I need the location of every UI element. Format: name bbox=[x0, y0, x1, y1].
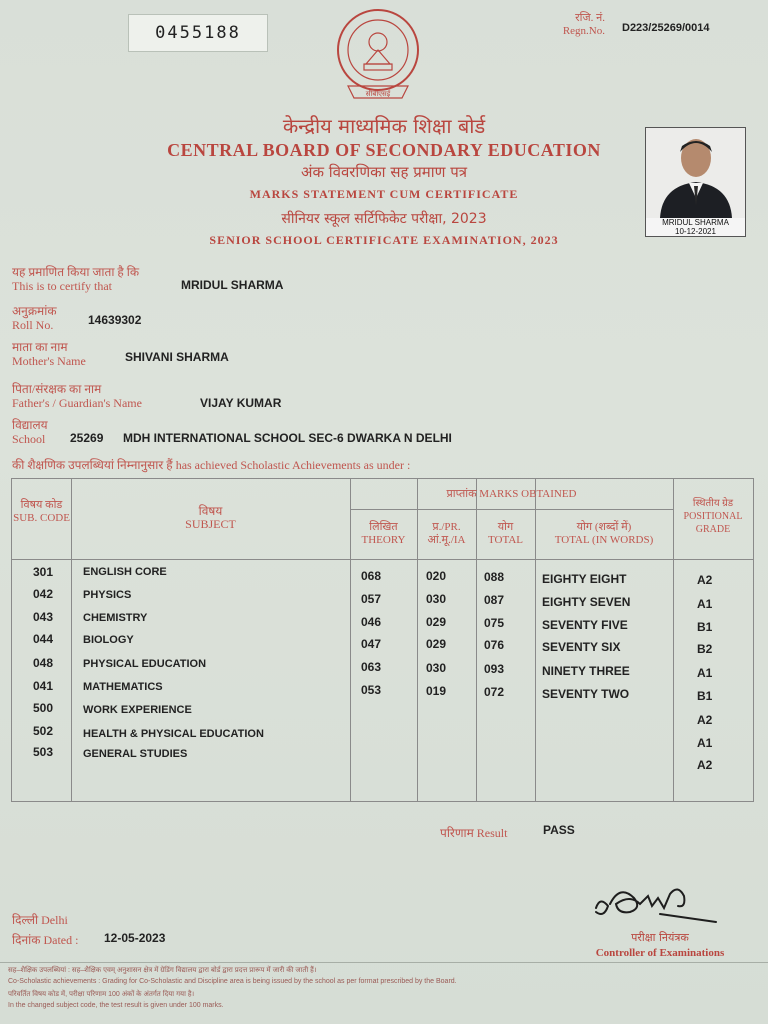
mother-label bbox=[12, 340, 86, 368]
header-sub-code bbox=[12, 499, 71, 525]
result-label-en: Result bbox=[476, 826, 508, 840]
table-row-theory: 057 bbox=[361, 592, 382, 606]
table-row-subject: WORK EXPERIENCE bbox=[83, 704, 192, 716]
table-row-code: 048 bbox=[33, 656, 54, 670]
header-marks-obtained bbox=[350, 488, 673, 501]
table-row-grade: A2 bbox=[697, 713, 713, 727]
table-row-grade: B1 bbox=[697, 620, 713, 634]
cbse-logo-icon bbox=[326, 6, 430, 102]
dated-label bbox=[12, 933, 78, 947]
table-row-total: 087 bbox=[484, 593, 505, 607]
table-row-total: 088 bbox=[484, 570, 505, 584]
table-row-words: SEVENTY SIX bbox=[542, 640, 621, 654]
exam-title-en: SENIOR SCHOOL CERTIFICATE EXAMINATION, 2023 bbox=[209, 233, 559, 247]
father-label-hi: पिता/संरक्षक का नाम bbox=[12, 382, 102, 396]
roll-label-hi: अनुक्रमांक bbox=[12, 304, 57, 318]
table-row-subject: CHEMISTRY bbox=[83, 612, 148, 624]
table-row-subject: PHYSICAL EDUCATION bbox=[83, 658, 207, 670]
table-row-words: NINETY THREE bbox=[542, 664, 630, 678]
table-row-code: 044 bbox=[33, 632, 54, 646]
registration-label-en: Regn.No. bbox=[562, 25, 605, 37]
header-subject-en: SUBJECT bbox=[185, 517, 236, 531]
header-total-words bbox=[535, 521, 673, 547]
header-total-hi: योग bbox=[497, 521, 514, 533]
school-label bbox=[12, 418, 48, 446]
header-subject bbox=[71, 505, 350, 531]
table-row-grade: A1 bbox=[697, 666, 713, 680]
header-words-en: TOTAL (IN WORDS) bbox=[554, 534, 654, 546]
achieved-line bbox=[12, 458, 410, 472]
table-row-total: 072 bbox=[484, 685, 505, 699]
header-theory-hi: लिखित bbox=[369, 521, 398, 533]
table-row-words: SEVENTY TWO bbox=[542, 687, 630, 701]
table-row-subject: GENERAL STUDIES bbox=[83, 748, 188, 760]
table-row-words: SEVENTY FIVE bbox=[542, 618, 628, 632]
table-row-total: 075 bbox=[484, 616, 505, 630]
doc-title-hi: अंक विवरणिका सह प्रमाण पत्र bbox=[300, 163, 468, 181]
header-sub-code-hi: विषय कोड bbox=[20, 499, 63, 511]
exam-title-hi: सीनियर स्कूल सर्टिफिकेट परीक्षा, 2023 bbox=[281, 211, 487, 227]
header-marks-en: MARKS OBTAINED bbox=[479, 488, 577, 500]
dated-label-hi: दिनांक bbox=[12, 933, 41, 947]
table-row-grade: A2 bbox=[697, 573, 713, 587]
result-label bbox=[440, 826, 507, 840]
table-row-practical: 019 bbox=[426, 684, 447, 698]
doc-title-en: MARKS STATEMENT CUM CERTIFICATE bbox=[249, 187, 519, 201]
table-row-subject: MATHEMATICS bbox=[83, 681, 163, 693]
father-name: VIJAY KUMAR bbox=[200, 396, 282, 410]
table-row-theory: 063 bbox=[361, 660, 382, 674]
footnote: Co-Scholastic achievements : Grading for Co-Scholastic and Discipline area is being issued by the school as per format prescribed by the Board. bbox=[8, 978, 457, 985]
photo-name: MRIDUL SHARMA bbox=[662, 218, 729, 227]
table-row-theory: 068 bbox=[361, 569, 382, 583]
table-row-total: 076 bbox=[484, 638, 505, 652]
table-row-words: EIGHTY SEVEN bbox=[542, 595, 631, 609]
registration-label bbox=[545, 12, 605, 38]
registration-label-hi: रजि. नं. bbox=[575, 12, 605, 24]
portrait-icon bbox=[646, 128, 745, 218]
table-row-code: 041 bbox=[33, 679, 54, 693]
board-name-hi: केन्द्रीय माध्यमिक शिक्षा बोर्ड bbox=[282, 114, 486, 138]
header-sub-code-en: SUB. CODE bbox=[13, 512, 70, 524]
header-grade bbox=[673, 497, 753, 536]
table-row-practical: 029 bbox=[426, 637, 447, 651]
student-photo bbox=[645, 127, 746, 237]
certify-label-en: This is to certify that bbox=[12, 279, 112, 293]
header-practical-en: आं.मू./IA bbox=[427, 534, 466, 546]
result-label-hi: परिणाम bbox=[440, 826, 474, 840]
serial-number: 0455188 bbox=[128, 14, 268, 52]
mother-label-en: Mother's Name bbox=[12, 354, 86, 368]
table-row-code: 042 bbox=[33, 587, 54, 601]
table-row-grade: B1 bbox=[697, 689, 713, 703]
table-row-theory: 046 bbox=[361, 615, 382, 629]
school-label-en: School bbox=[12, 432, 46, 446]
header-practical bbox=[417, 521, 476, 547]
table-row-subject: BIOLOGY bbox=[83, 634, 134, 646]
table-row-grade: A2 bbox=[697, 758, 713, 772]
father-label-en: Father's / Guardian's Name bbox=[12, 396, 142, 410]
mother-label-hi: माता का नाम bbox=[12, 340, 68, 354]
table-row-code: 043 bbox=[33, 610, 54, 624]
place-label-en: Delhi bbox=[41, 913, 68, 927]
school-name: MDH INTERNATIONAL SCHOOL SEC-6 DWARKA N DELHI bbox=[123, 431, 452, 445]
table-row-grade: B2 bbox=[697, 642, 713, 656]
header-theory-en: THEORY bbox=[361, 534, 406, 546]
table-row-code: 503 bbox=[33, 745, 54, 759]
table-row-theory: 053 bbox=[361, 683, 382, 697]
school-label-hi: विद्यालय bbox=[12, 418, 48, 432]
header-total bbox=[476, 521, 535, 547]
place-label-hi: दिल्ली bbox=[12, 913, 39, 927]
table-row-practical: 029 bbox=[426, 615, 447, 629]
roll-label bbox=[12, 304, 57, 332]
header-grade-hi: स्थितीय ग्रेड bbox=[692, 498, 734, 509]
header-total-en: TOTAL bbox=[488, 534, 523, 546]
table-row-grade: A1 bbox=[697, 597, 713, 611]
controller-hi: परीक्षा नियंत्रक bbox=[631, 931, 689, 944]
photo-date: 10-12-2021 bbox=[675, 227, 716, 236]
certify-label bbox=[12, 265, 139, 293]
footnote: परिवर्तित विषय कोड में, परीक्षा परिणाम 100 अंकों के अंतर्गत दिया गया है। bbox=[8, 991, 195, 998]
logo-text: सीबीएसई bbox=[365, 90, 391, 98]
achieved-en: has achieved Scholastic Achievements as under : bbox=[175, 458, 411, 472]
board-name-en: CENTRAL BOARD OF SECONDARY EDUCATION bbox=[167, 140, 601, 160]
roll-label-en: Roll No. bbox=[12, 318, 54, 332]
header-theory bbox=[350, 521, 417, 547]
school-code: 25269 bbox=[70, 431, 104, 445]
dated-value: 12-05-2023 bbox=[104, 931, 166, 945]
header-practical-hi: प्र./PR. bbox=[432, 521, 461, 533]
header-grade-en: POSITIONAL GRADE bbox=[683, 511, 743, 535]
table-row-subject: HEALTH & PHYSICAL EDUCATION bbox=[83, 728, 264, 740]
student-name: MRIDUL SHARMA bbox=[181, 278, 284, 292]
registration-number: D223/25269/0014 bbox=[622, 22, 710, 34]
photo-caption bbox=[646, 218, 745, 236]
certify-label-hi: यह प्रमाणित किया जाता है कि bbox=[12, 265, 140, 279]
marks-table bbox=[11, 478, 754, 802]
table-row-code: 502 bbox=[33, 724, 54, 738]
father-label bbox=[12, 382, 142, 410]
dated-label-en: Dated : bbox=[43, 933, 79, 947]
footnote: In the changed subject code, the test result is given under 100 marks. bbox=[8, 1002, 224, 1009]
achieved-hi: की शैक्षणिक उपलब्धियां निम्नानुसार हैं bbox=[12, 458, 173, 472]
mother-name: SHIVANI SHARMA bbox=[125, 350, 229, 364]
result-value: PASS bbox=[543, 823, 575, 837]
table-row-practical: 020 bbox=[426, 569, 447, 583]
footnote: सह–शैक्षिक उपलब्धियां : सह–शैक्षिक एवम् अनुशासन क्षेत्र में ग्रेडिंग विद्यालय द्वारा बोर्ड द्वारा प्रदत्त प्रारूप में जारी की जाती हैं। bbox=[8, 967, 317, 974]
table-row-subject: PHYSICS bbox=[83, 589, 132, 601]
header-words-hi: योग (शब्दों में) bbox=[576, 521, 632, 533]
roll-number: 14639302 bbox=[88, 313, 142, 327]
place-label bbox=[12, 913, 68, 927]
table-row-code: 500 bbox=[33, 701, 54, 715]
header-subject-hi: विषय bbox=[198, 504, 223, 518]
table-row-words: EIGHTY EIGHT bbox=[542, 572, 627, 586]
table-row-practical: 030 bbox=[426, 661, 447, 675]
table-row-grade: A1 bbox=[697, 736, 713, 750]
controller-en: Controller of Examinations bbox=[595, 947, 725, 959]
table-row-theory: 047 bbox=[361, 637, 382, 651]
table-row-subject: ENGLISH CORE bbox=[83, 566, 167, 578]
signature-icon bbox=[590, 878, 720, 928]
table-row-code: 301 bbox=[33, 565, 54, 579]
header-marks-hi: प्राप्तांक bbox=[446, 488, 477, 500]
table-row-total: 093 bbox=[484, 662, 505, 676]
table-row-practical: 030 bbox=[426, 592, 447, 606]
